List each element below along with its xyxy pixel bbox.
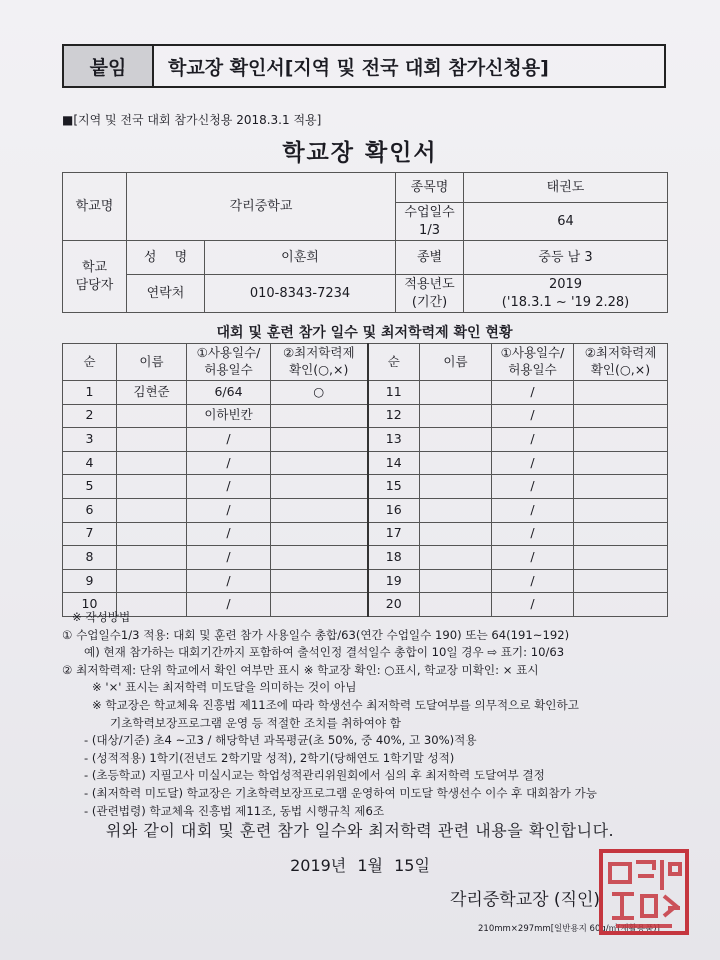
status-cell-min — [271, 546, 368, 570]
status-cell-no: 9 — [63, 569, 117, 593]
status-cell-days: / — [187, 451, 271, 475]
header-min-right — [574, 344, 668, 381]
name-value: 이훈희 — [205, 241, 396, 275]
status-cell-min — [271, 404, 368, 428]
status-cell-min — [574, 404, 668, 428]
header-days-right — [492, 344, 574, 381]
method-line: - (성적적용) 1학기(전년도 2학기말 성적), 2학기(당해연도 1학기말 성적) — [84, 750, 455, 765]
status-cell-no: 1 — [63, 381, 117, 405]
status-row — [63, 451, 668, 475]
manager-label-line2: 담당자 — [75, 277, 114, 293]
status-cell-days: / — [492, 451, 574, 475]
status-cell-min — [271, 498, 368, 522]
header-min-line2: 확인(○,×) — [289, 362, 349, 377]
event-value: 중등 남 3 — [464, 241, 668, 275]
method-line: 예) 현재 참가하는 대회기간까지 포함하여 출석인정 결석일수 총합이 10일 경우 ⇨ 표기: 10/63 — [84, 645, 565, 660]
page-title: 학교장 확인서 — [282, 140, 438, 166]
status-cell-days: / — [187, 522, 271, 546]
status-cell-days: / — [492, 428, 574, 452]
status-cell-days: / — [187, 593, 271, 617]
status-caption: 대회 및 훈련 참가 일수 및 최저학력제 확인 현황 — [216, 325, 513, 341]
year-value-line2: ('18.3.1 ~ '19 2.28) — [501, 294, 630, 310]
status-row — [63, 546, 668, 570]
header-name-right: 이름 — [420, 344, 492, 381]
status-cell-days: 6/64 — [187, 381, 271, 405]
sport-label: 종목명 — [396, 173, 464, 203]
status-cell-min — [574, 522, 668, 546]
status-row — [63, 569, 668, 593]
status-cell-days: / — [492, 381, 574, 405]
status-cell-name — [117, 522, 187, 546]
status-cell-no: 8 — [63, 546, 117, 570]
name-label: 성 명 — [127, 241, 205, 275]
status-row — [63, 475, 668, 499]
status-cell-min — [271, 522, 368, 546]
seal-glyphs — [610, 860, 680, 926]
status-cell-days: / — [492, 522, 574, 546]
method-line: ※ 학교장은 학교체육 진흥법 제11조에 따라 학생선수 최저학력 도달여부를 의무적으로 확인하고 — [92, 697, 579, 712]
status-header-row — [63, 344, 668, 381]
status-cell-no: 12 — [368, 404, 420, 428]
status-cell-min — [271, 475, 368, 499]
status-cell-min — [271, 569, 368, 593]
header-days-line1: ①사용일수/ — [500, 345, 565, 361]
status-cell-no: 4 — [63, 451, 117, 475]
attachment-label: 붙임 — [62, 44, 154, 88]
header-min-line1: ②최저학력제 — [282, 345, 355, 361]
status-cell-days: / — [492, 546, 574, 570]
header-no-right: 순 — [368, 344, 420, 381]
status-cell-name — [117, 404, 187, 428]
status-cell-days: 이하빈칸 — [187, 404, 271, 428]
status-cell-no: 2 — [63, 404, 117, 428]
status-cell-days: / — [492, 475, 574, 499]
writing-method-notes — [62, 609, 672, 820]
status-cell-no: 13 — [368, 428, 420, 452]
manager-label — [63, 241, 127, 313]
status-cell-min — [574, 428, 668, 452]
status-cell-no: 16 — [368, 498, 420, 522]
status-cell-min — [574, 569, 668, 593]
header-title-box: 학교장 확인서[지역 및 전국 대회 참가신청용] — [152, 44, 666, 88]
status-cell-name — [117, 475, 187, 499]
status-cell-no: 10 — [63, 593, 117, 617]
status-cell-no: 20 — [368, 593, 420, 617]
status-cell-name — [420, 381, 492, 405]
status-cell-days: / — [187, 498, 271, 522]
status-cell-days: / — [187, 428, 271, 452]
manager-label-line1: 학교 — [81, 259, 108, 275]
contact-label: 연락처 — [127, 275, 205, 313]
principal-signature-line: 각리중학교장 (직인) — [450, 890, 601, 910]
status-cell-name — [117, 451, 187, 475]
status-cell-no: 11 — [368, 381, 420, 405]
status-cell-days: / — [492, 593, 574, 617]
status-cell-days: / — [492, 498, 574, 522]
status-cell-min — [271, 451, 368, 475]
days-value: 64 — [464, 203, 668, 241]
contact-value: 010-8343-7234 — [205, 275, 396, 313]
status-cell-name — [420, 475, 492, 499]
method-line: ① 수업일수1/3 적용: 대회 및 훈련 참가 사용일수 총합/63(연간 수업일수 190) 또는 64(191~192) — [62, 627, 570, 642]
year-label — [396, 275, 464, 313]
method-line: - (관련법령) 학교체육 진흥법 제11조, 동법 시행규칙 제6조 — [84, 803, 385, 818]
status-cell-min — [574, 475, 668, 499]
status-row — [63, 498, 668, 522]
school-info-table — [62, 172, 668, 313]
method-line: 기초학력보장프로그램 운영 등 적절한 조치를 취하여야 함 — [110, 715, 401, 730]
status-body — [63, 381, 668, 617]
status-cell-min — [574, 451, 668, 475]
status-cell-no: 5 — [63, 475, 117, 499]
status-cell-name — [117, 428, 187, 452]
event-label: 종별 — [396, 241, 464, 275]
year-value-line1: 2019 — [548, 276, 583, 292]
method-heading: ※ 작성방법 — [72, 610, 131, 624]
status-cell-no: 3 — [63, 428, 117, 452]
header-name-left: 이름 — [117, 344, 187, 381]
status-cell-min — [574, 546, 668, 570]
status-cell-days: / — [492, 569, 574, 593]
status-cell-no: 14 — [368, 451, 420, 475]
status-cell-name — [420, 451, 492, 475]
header-days-line1: ①사용일수/ — [196, 345, 261, 361]
status-cell-name — [420, 404, 492, 428]
header-days-left — [187, 344, 271, 381]
status-cell-name — [420, 522, 492, 546]
days-label — [396, 203, 464, 241]
status-cell-name — [420, 428, 492, 452]
status-cell-name — [420, 498, 492, 522]
status-cell-days: / — [187, 546, 271, 570]
days-label-line2: 1/3 — [419, 222, 440, 238]
header-min-left — [271, 344, 368, 381]
method-line: ※ '×' 표시는 최저학력 미도달을 의미하는 것이 아님 — [92, 680, 357, 695]
year-label-line1: 적용년도 — [404, 276, 455, 292]
header-min-line1: ②최저학력제 — [584, 345, 657, 361]
status-cell-min — [271, 428, 368, 452]
status-cell-no: 19 — [368, 569, 420, 593]
status-cell-name — [117, 498, 187, 522]
status-row — [63, 522, 668, 546]
status-cell-name — [420, 546, 492, 570]
status-cell-no: 18 — [368, 546, 420, 570]
method-line: - (최저학력 미도달) 학교장은 기초학력보장프로그램 운영하여 미도달 학생선수 이수 후 대회참가 가능 — [84, 785, 597, 800]
status-cell-no: 17 — [368, 522, 420, 546]
status-cell-min — [574, 498, 668, 522]
status-row — [63, 404, 668, 428]
status-cell-name — [420, 569, 492, 593]
status-row — [63, 381, 668, 405]
header-days-line2: 허용일수 — [508, 362, 557, 377]
status-row — [63, 428, 668, 452]
school-value: 각리중학교 — [127, 173, 396, 241]
date-month: 1월 — [357, 856, 383, 875]
paper-spec-note: 210mm×297mm[일반용지 60g/㎡(재활용품)] — [478, 924, 660, 934]
status-cell-days: / — [187, 475, 271, 499]
official-seal-stamp — [596, 846, 692, 938]
status-cell-days: / — [492, 404, 574, 428]
status-cell-no: 7 — [63, 522, 117, 546]
school-label: 학교명 — [63, 173, 127, 241]
year-label-line2: (기간) — [411, 294, 448, 310]
year-value — [464, 275, 668, 313]
confirmation-statement: 위와 같이 대회 및 훈련 참가 일수와 최저학력 관련 내용을 확인합니다. — [105, 821, 615, 840]
date-day: 15일 — [394, 856, 430, 875]
method-line: - (대상/기준) 초4 ~고3 / 해당학년 과목평균(초 50%, 중 40%, 고 30%)적용 — [84, 733, 477, 748]
header-no-left: 순 — [63, 344, 117, 381]
status-cell-name — [117, 546, 187, 570]
header-min-line2: 확인(○,×) — [590, 362, 651, 377]
method-line: - (초등학교) 지필고사 미실시교는 학업성적관리위원회에서 심의 후 최저학력 도달여부 결정 — [84, 768, 545, 783]
participation-status-table — [62, 343, 668, 617]
status-cell-min: ○ — [271, 381, 368, 405]
days-label-line1: 수업일수 — [404, 204, 455, 220]
status-cell-no: 6 — [63, 498, 117, 522]
status-cell-days: / — [187, 569, 271, 593]
status-cell-name: 김현준 — [117, 381, 187, 405]
status-cell-min — [574, 381, 668, 405]
method-line: ② 최저학력제: 단위 학교에서 확인 여부만 표시 ※ 학교장 확인: ○표시, 학교장 미확인: × 표시 — [62, 662, 539, 677]
sport-value: 태권도 — [464, 173, 668, 203]
status-cell-name — [117, 569, 187, 593]
date-year: 2019년 — [290, 856, 347, 875]
status-cell-no: 15 — [368, 475, 420, 499]
header-days-line2: 허용일수 — [204, 362, 253, 377]
form-subnote: ■[지역 및 전국 대회 참가신청용 2018.3.1 적용] — [62, 113, 322, 127]
